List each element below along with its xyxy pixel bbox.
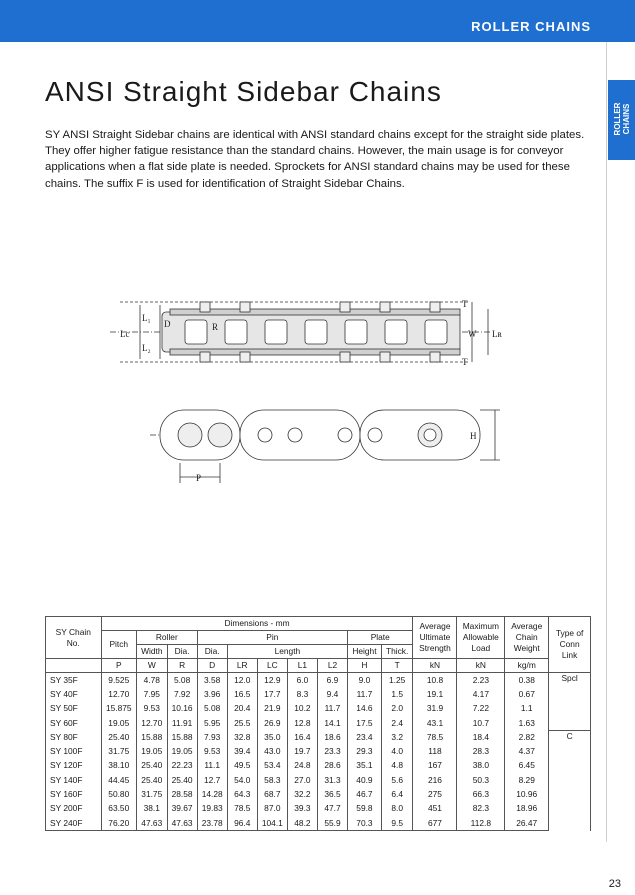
label-r: R <box>212 322 219 332</box>
table-row <box>46 744 591 758</box>
cell-value: 31.9 <box>413 702 457 716</box>
col-conn-link: Type of Conn Link <box>549 617 591 673</box>
cell-value: 76.20 <box>101 816 136 831</box>
label-lc: Lc <box>120 329 130 339</box>
cell-value: 26.47 <box>505 816 549 831</box>
label-w: W <box>468 329 477 339</box>
label-p: P <box>196 473 202 483</box>
cell-value: 104.1 <box>257 816 287 831</box>
cell-value: 4.8 <box>381 759 413 773</box>
cell-value: 58.3 <box>257 773 287 787</box>
cell-value: 14.1 <box>317 716 347 730</box>
cell-value: 10.96 <box>505 787 549 801</box>
label-lr: Lʀ <box>492 329 502 339</box>
label-d: D <box>164 319 171 329</box>
col-plate: Plate <box>348 631 413 645</box>
cell-value: 68.7 <box>257 787 287 801</box>
unit-cell: R <box>167 659 197 673</box>
cell-value: 9.0 <box>348 673 382 688</box>
cell-value: 4.78 <box>136 673 167 688</box>
unit-cell: kN <box>457 659 505 673</box>
col-dimensions: Dimensions - mm <box>101 617 413 631</box>
cell-value: 19.7 <box>287 744 317 758</box>
cell-value: 16.4 <box>287 730 317 744</box>
col-pin-dia: Dia. <box>197 645 227 659</box>
cell-value: 275 <box>413 787 457 801</box>
page-number: 23 <box>608 878 621 890</box>
header-bar <box>0 0 635 42</box>
cell-value: 25.40 <box>136 759 167 773</box>
cell-value: 70.3 <box>348 816 382 831</box>
cell-value: 19.05 <box>167 744 197 758</box>
col-plate-height: Height <box>348 645 382 659</box>
table-row <box>46 716 591 730</box>
cell-value: 0.38 <box>505 673 549 688</box>
conn-link-spcl: Spcl <box>549 673 591 731</box>
cell-value: 39.67 <box>167 802 197 816</box>
table-row <box>46 687 591 701</box>
units-row <box>46 659 591 673</box>
cell-value: 12.9 <box>257 673 287 688</box>
cell-value: 0.67 <box>505 687 549 701</box>
chain-number: SY 120F <box>46 759 102 773</box>
cell-value: 27.0 <box>287 773 317 787</box>
table-row <box>46 773 591 787</box>
cell-value: 4.37 <box>505 744 549 758</box>
cell-value: 216 <box>413 773 457 787</box>
chain-number: SY 40F <box>46 687 102 701</box>
side-tab[interactable] <box>608 80 635 160</box>
cell-value: 29.3 <box>348 744 382 758</box>
cell-value: 23.4 <box>348 730 382 744</box>
cell-value: 25.5 <box>227 716 257 730</box>
cell-value: 38.1 <box>136 802 167 816</box>
cell-value: 28.3 <box>457 744 505 758</box>
cell-value: 10.2 <box>287 702 317 716</box>
table-row <box>46 816 591 831</box>
cell-value: 21.9 <box>257 702 287 716</box>
cell-value: 25.40 <box>101 730 136 744</box>
chain-number: SY 60F <box>46 716 102 730</box>
cell-value: 55.9 <box>317 816 347 831</box>
cell-value: 3.2 <box>381 730 413 744</box>
cell-value: 49.5 <box>227 759 257 773</box>
unit-cell: LR <box>227 659 257 673</box>
col-plate-thick: Thick. <box>381 645 413 659</box>
cell-value: 12.7 <box>197 773 227 787</box>
cell-value: 15.875 <box>101 702 136 716</box>
cell-value: 35.0 <box>257 730 287 744</box>
table-row <box>46 702 591 716</box>
cell-value: 25.40 <box>136 773 167 787</box>
unit-cell: P <box>101 659 136 673</box>
cell-value: 12.70 <box>101 687 136 701</box>
chain-top-view <box>110 302 490 362</box>
cell-value: 28.6 <box>317 759 347 773</box>
table-row <box>46 730 591 744</box>
cell-value: 6.9 <box>317 673 347 688</box>
table-row <box>46 802 591 816</box>
cell-value: 18.4 <box>457 730 505 744</box>
table-body <box>46 673 591 831</box>
cell-value: 5.6 <box>381 773 413 787</box>
cell-value: 7.92 <box>167 687 197 701</box>
col-avg-weight: Average Chain Weight <box>505 617 549 659</box>
cell-value: 118 <box>413 744 457 758</box>
cell-value: 36.5 <box>317 787 347 801</box>
cell-value: 9.53 <box>136 702 167 716</box>
cell-value: 19.05 <box>136 744 167 758</box>
cell-value: 3.96 <box>197 687 227 701</box>
chain-number: SY 240F <box>46 816 102 831</box>
label-t-bottom: T <box>462 357 468 367</box>
cell-value: 46.7 <box>348 787 382 801</box>
chain-drawing <box>100 285 520 495</box>
cell-value: 43.0 <box>257 744 287 758</box>
cell-value: 18.6 <box>317 730 347 744</box>
cell-value: 10.8 <box>413 673 457 688</box>
cell-value: 53.4 <box>257 759 287 773</box>
cell-value: 40.9 <box>348 773 382 787</box>
cell-value: 35.1 <box>348 759 382 773</box>
cell-value: 39.4 <box>227 744 257 758</box>
page-title: ANSI Straight Sidebar Chains <box>45 76 442 107</box>
cell-value: 677 <box>413 816 457 831</box>
cell-value: 2.0 <box>381 702 413 716</box>
unit-cell: kN <box>413 659 457 673</box>
cell-value: 87.0 <box>257 802 287 816</box>
cell-value: 17.7 <box>257 687 287 701</box>
cell-value: 96.4 <box>227 816 257 831</box>
cell-value: 1.25 <box>381 673 413 688</box>
cell-value: 31.3 <box>317 773 347 787</box>
cell-value: 6.4 <box>381 787 413 801</box>
specification-table <box>45 616 591 831</box>
cell-value: 7.22 <box>457 702 505 716</box>
cell-value: 28.58 <box>167 787 197 801</box>
col-max-load: Maximum Allowable Load <box>457 617 505 659</box>
label-l1: L₁ <box>142 313 151 323</box>
cell-value: 6.45 <box>505 759 549 773</box>
cell-value: 32.8 <box>227 730 257 744</box>
unit-cell: kg/m <box>505 659 549 673</box>
col-avg-strength: Average Ultimate Strength <box>413 617 457 659</box>
cell-value: 16.5 <box>227 687 257 701</box>
table-row <box>46 673 591 688</box>
cell-value: 44.45 <box>101 773 136 787</box>
chain-number: SY 200F <box>46 802 102 816</box>
cell-value: 2.23 <box>457 673 505 688</box>
col-roller-width: Width <box>136 645 167 659</box>
cell-value: 7.93 <box>197 730 227 744</box>
chain-number: SY 50F <box>46 702 102 716</box>
chain-number: SY 80F <box>46 730 102 744</box>
cell-value: 14.28 <box>197 787 227 801</box>
cell-value: 11.7 <box>348 687 382 701</box>
cell-value: 24.8 <box>287 759 317 773</box>
unit-cell: H <box>348 659 382 673</box>
cell-value: 5.08 <box>167 673 197 688</box>
cell-value: 9.525 <box>101 673 136 688</box>
cell-value: 18.96 <box>505 802 549 816</box>
cell-value: 38.0 <box>457 759 505 773</box>
cell-value: 12.0 <box>227 673 257 688</box>
cell-value: 11.7 <box>317 702 347 716</box>
cell-value: 11.91 <box>167 716 197 730</box>
section-title: ROLLER CHAINS <box>471 19 591 34</box>
cell-value: 47.63 <box>167 816 197 831</box>
cell-value: 47.63 <box>136 816 167 831</box>
label-h: H <box>470 431 477 441</box>
conn-link-c: C <box>549 730 591 831</box>
cell-value: 64.3 <box>227 787 257 801</box>
cell-value: 26.9 <box>257 716 287 730</box>
cell-value: 23.3 <box>317 744 347 758</box>
cell-value: 17.5 <box>348 716 382 730</box>
cell-value: 112.8 <box>457 816 505 831</box>
cell-value: 8.3 <box>287 687 317 701</box>
cell-value: 59.8 <box>348 802 382 816</box>
cell-value: 19.83 <box>197 802 227 816</box>
col-roller: Roller <box>136 631 197 645</box>
cell-value: 4.0 <box>381 744 413 758</box>
chain-side-view <box>150 410 500 483</box>
cell-value: 50.3 <box>457 773 505 787</box>
chain-number: SY 140F <box>46 773 102 787</box>
table-row <box>46 787 591 801</box>
chain-number: SY 160F <box>46 787 102 801</box>
cell-value: 25.40 <box>167 773 197 787</box>
cell-value: 22.23 <box>167 759 197 773</box>
cell-value: 1.63 <box>505 716 549 730</box>
cell-value: 50.80 <box>101 787 136 801</box>
col-roller-dia: Dia. <box>167 645 197 659</box>
unit-cell: L1 <box>287 659 317 673</box>
cell-value: 82.3 <box>457 802 505 816</box>
unit-cell: T <box>381 659 413 673</box>
cell-value: 451 <box>413 802 457 816</box>
cell-value: 32.2 <box>287 787 317 801</box>
cell-value: 5.08 <box>197 702 227 716</box>
cell-value: 15.88 <box>167 730 197 744</box>
cell-value: 19.05 <box>101 716 136 730</box>
unit-cell: LC <box>257 659 287 673</box>
col-pitch: Pitch <box>101 631 136 659</box>
cell-value: 9.4 <box>317 687 347 701</box>
cell-value: 15.88 <box>136 730 167 744</box>
cell-value: 5.95 <box>197 716 227 730</box>
cell-value: 63.50 <box>101 802 136 816</box>
cell-value: 38.10 <box>101 759 136 773</box>
label-t-top: T <box>462 299 468 309</box>
cell-value: 8.0 <box>381 802 413 816</box>
cell-value: 10.16 <box>167 702 197 716</box>
side-tab-line-1: ROLLER <box>613 102 622 136</box>
cell-value: 11.1 <box>197 759 227 773</box>
cell-value: 78.5 <box>227 802 257 816</box>
unit-cell: D <box>197 659 227 673</box>
cell-value: 9.53 <box>197 744 227 758</box>
cell-value: 167 <box>413 759 457 773</box>
cell-value: 31.75 <box>136 787 167 801</box>
cell-value: 54.0 <box>227 773 257 787</box>
chain-number: SY 35F <box>46 673 102 688</box>
col-pin: Pin <box>197 631 347 645</box>
unit-cell: L2 <box>317 659 347 673</box>
cell-value: 6.0 <box>287 673 317 688</box>
cell-value: 47.7 <box>317 802 347 816</box>
side-tab-line-2: CHAINS <box>622 103 631 135</box>
right-rule <box>606 42 607 842</box>
cell-value: 14.6 <box>348 702 382 716</box>
cell-value: 2.4 <box>381 716 413 730</box>
cell-value: 4.17 <box>457 687 505 701</box>
table-row <box>46 759 591 773</box>
cell-value: 9.5 <box>381 816 413 831</box>
cell-value: 20.4 <box>227 702 257 716</box>
cell-value: 43.1 <box>413 716 457 730</box>
cell-value: 2.82 <box>505 730 549 744</box>
cell-value: 10.7 <box>457 716 505 730</box>
intro-paragraph: SY ANSI Straight Sidebar chains are identical with ANSI standard chains except for the straight side plates. They offer higher fatigue resistance than the standard chains. However, the main usage is for conveyor applications when a flat side plate is needed. Sprockets for ANSI standard chains may be used for these chains. The suffix F is used for identification of Straight Sidebar Chains. <box>45 129 585 190</box>
cell-value: 3.58 <box>197 673 227 688</box>
cell-value: 19.1 <box>413 687 457 701</box>
unit-cell: W <box>136 659 167 673</box>
chain-number: SY 100F <box>46 744 102 758</box>
col-pin-length: Length <box>227 645 347 659</box>
cell-value: 78.5 <box>413 730 457 744</box>
cell-value: 7.95 <box>136 687 167 701</box>
cell-value: 12.70 <box>136 716 167 730</box>
col-chain-no: SY Chain No. <box>46 617 102 659</box>
cell-value: 1.5 <box>381 687 413 701</box>
cell-value: 23.78 <box>197 816 227 831</box>
cell-value: 8.29 <box>505 773 549 787</box>
cell-value: 39.3 <box>287 802 317 816</box>
cell-value: 31.75 <box>101 744 136 758</box>
cell-value: 12.8 <box>287 716 317 730</box>
label-l2: L₂ <box>142 343 151 353</box>
cell-value: 1.1 <box>505 702 549 716</box>
cell-value: 66.3 <box>457 787 505 801</box>
cell-value: 48.2 <box>287 816 317 831</box>
